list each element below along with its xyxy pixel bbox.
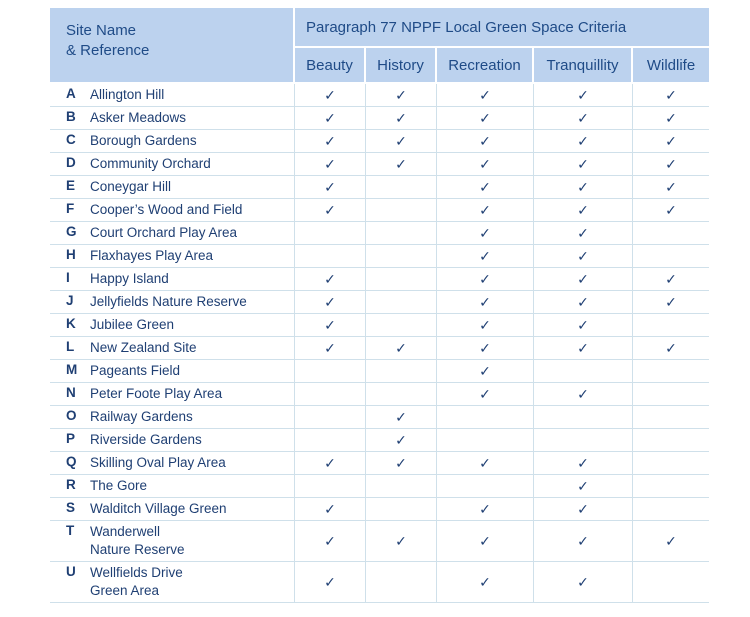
site-cell xyxy=(50,360,295,383)
site-reference-code: C xyxy=(66,132,76,147)
criteria-cell-history xyxy=(366,222,437,245)
table-row xyxy=(50,521,709,562)
criteria-cell-wildlife xyxy=(633,291,709,314)
checkmark-icon: ✓ xyxy=(665,155,677,172)
criteria-cell-beauty xyxy=(295,176,366,199)
criteria-cell-tranquillity xyxy=(534,291,633,314)
site-reference-code: B xyxy=(66,109,76,124)
criteria-cell-recreation xyxy=(437,562,534,603)
criteria-cell-tranquillity xyxy=(534,475,633,498)
table-row xyxy=(50,245,709,268)
site-column-header xyxy=(50,8,295,84)
table-row xyxy=(50,360,709,383)
criteria-cell-wildlife xyxy=(633,498,709,521)
site-reference-code: R xyxy=(66,477,76,492)
checkmark-icon: ✓ xyxy=(479,86,491,103)
checkmark-icon: ✓ xyxy=(577,385,589,402)
site-reference-code: U xyxy=(66,564,76,579)
site-cell xyxy=(50,222,295,245)
table-row xyxy=(50,429,709,452)
site-name: Jellyfields Nature Reserve xyxy=(90,294,247,309)
table-row xyxy=(50,130,709,153)
criteria-cell-wildlife xyxy=(633,475,709,498)
site-name: Cooper’s Wood and Field xyxy=(90,202,243,217)
checkmark-icon: ✓ xyxy=(324,500,336,517)
criteria-cell-history xyxy=(366,429,437,452)
criteria-cell-wildlife xyxy=(633,107,709,130)
criteria-cell-beauty xyxy=(295,360,366,383)
criteria-cell-recreation xyxy=(437,383,534,406)
site-name: Flaxhayes Play Area xyxy=(90,248,214,263)
site-name: New Zealand Site xyxy=(90,340,197,355)
criteria-cell-wildlife xyxy=(633,337,709,360)
criteria-cell-history xyxy=(366,406,437,429)
criteria-cell-beauty xyxy=(295,245,366,268)
site-reference-code: H xyxy=(66,247,76,262)
checkmark-icon: ✓ xyxy=(479,385,491,402)
site-reference-code: J xyxy=(66,293,74,308)
criteria-cell-history xyxy=(366,337,437,360)
checkmark-icon: ✓ xyxy=(479,132,491,149)
criteria-cell-recreation xyxy=(437,130,534,153)
site-name: Happy Island xyxy=(90,271,169,286)
site-cell xyxy=(50,337,295,360)
site-name-line: Green Area xyxy=(90,583,160,598)
criteria-cell-wildlife xyxy=(633,84,709,107)
criteria-cell-tranquillity xyxy=(534,199,633,222)
criteria-cell-wildlife xyxy=(633,176,709,199)
criteria-cell-tranquillity xyxy=(534,521,633,562)
table-row xyxy=(50,291,709,314)
checkmark-icon: ✓ xyxy=(395,431,407,448)
site-cell xyxy=(50,153,295,176)
criteria-cell-beauty xyxy=(295,199,366,222)
site-cell xyxy=(50,84,295,107)
criteria-cell-recreation xyxy=(437,107,534,130)
site-reference-code: F xyxy=(66,201,75,216)
criteria-cell-tranquillity xyxy=(534,268,633,291)
checkmark-icon: ✓ xyxy=(479,155,491,172)
checkmark-icon: ✓ xyxy=(324,454,336,471)
table-row xyxy=(50,153,709,176)
site-reference-code: E xyxy=(66,178,76,193)
site-reference-code: D xyxy=(66,155,76,170)
checkmark-icon: ✓ xyxy=(577,109,589,126)
checkmark-icon: ✓ xyxy=(665,293,677,310)
criteria-cell-history xyxy=(366,107,437,130)
criteria-cell-recreation xyxy=(437,360,534,383)
criteria-cell-history xyxy=(366,130,437,153)
criteria-cell-wildlife xyxy=(633,245,709,268)
site-reference-code: P xyxy=(66,431,76,446)
criteria-cell-wildlife xyxy=(633,222,709,245)
criteria-cell-tranquillity xyxy=(534,84,633,107)
site-cell xyxy=(50,245,295,268)
site-reference-code: K xyxy=(66,316,76,331)
criteria-cell-history xyxy=(366,452,437,475)
checkmark-icon: ✓ xyxy=(395,109,407,126)
site-reference-code: G xyxy=(66,224,77,239)
criteria-cell-wildlife xyxy=(633,562,709,603)
site-name: Court Orchard Play Area xyxy=(90,225,238,240)
criteria-cell-history xyxy=(366,383,437,406)
checkmark-icon: ✓ xyxy=(324,270,336,287)
criteria-cell-beauty xyxy=(295,337,366,360)
site-cell xyxy=(50,521,295,562)
checkmark-icon: ✓ xyxy=(577,201,589,218)
criteria-cell-tranquillity xyxy=(534,383,633,406)
criteria-cell-beauty xyxy=(295,406,366,429)
criteria-cell-recreation xyxy=(437,314,534,337)
checkmark-icon: ✓ xyxy=(665,86,677,103)
site-name: Railway Gardens xyxy=(90,409,193,424)
checkmark-icon: ✓ xyxy=(324,293,336,310)
checkmark-icon: ✓ xyxy=(324,109,336,126)
green-space-criteria-table xyxy=(50,8,709,603)
criteria-cell-history xyxy=(366,268,437,291)
criteria-cell-history xyxy=(366,360,437,383)
checkmark-icon: ✓ xyxy=(324,178,336,195)
criteria-cell-history xyxy=(366,176,437,199)
site-reference-code: I xyxy=(66,270,70,285)
checkmark-icon: ✓ xyxy=(665,201,677,218)
site-cell xyxy=(50,429,295,452)
criteria-cell-recreation xyxy=(437,268,534,291)
site-header-line1: Site Name xyxy=(66,22,137,39)
checkmark-icon: ✓ xyxy=(479,500,491,517)
criteria-cell-tranquillity xyxy=(534,562,633,603)
criteria-cell-beauty xyxy=(295,521,366,562)
table-row xyxy=(50,84,709,107)
criteria-cell-recreation xyxy=(437,245,534,268)
criteria-cell-beauty xyxy=(295,314,366,337)
criteria-cell-tranquillity xyxy=(534,245,633,268)
criteria-cell-tranquillity xyxy=(534,107,633,130)
checkmark-icon: ✓ xyxy=(324,132,336,149)
table-row xyxy=(50,383,709,406)
checkmark-icon: ✓ xyxy=(577,573,589,590)
site-reference-code: A xyxy=(66,86,76,101)
criteria-cell-recreation xyxy=(437,291,534,314)
table-row xyxy=(50,176,709,199)
table-body xyxy=(50,84,709,603)
checkmark-icon: ✓ xyxy=(479,573,491,590)
site-cell xyxy=(50,498,295,521)
criteria-cell-history xyxy=(366,475,437,498)
table-row xyxy=(50,498,709,521)
criteria-cell-recreation xyxy=(437,406,534,429)
criteria-cell-wildlife xyxy=(633,199,709,222)
site-cell xyxy=(50,475,295,498)
site-cell xyxy=(50,199,295,222)
criteria-cell-tranquillity xyxy=(534,360,633,383)
checkmark-icon: ✓ xyxy=(665,270,677,287)
checkmark-icon: ✓ xyxy=(479,247,491,264)
site-cell xyxy=(50,268,295,291)
site-name xyxy=(90,523,280,559)
criteria-cell-recreation xyxy=(437,199,534,222)
criteria-cell-wildlife xyxy=(633,406,709,429)
criteria-cell-beauty xyxy=(295,268,366,291)
site-name: Jubilee Green xyxy=(90,317,175,332)
checkmark-icon: ✓ xyxy=(577,247,589,264)
checkmark-icon: ✓ xyxy=(479,532,491,549)
criteria-cell-wildlife xyxy=(633,268,709,291)
criteria-cell-tranquillity xyxy=(534,314,633,337)
criteria-cell-tranquillity xyxy=(534,452,633,475)
site-header-line2: & Reference xyxy=(66,42,150,59)
criteria-cell-tranquillity xyxy=(534,498,633,521)
criteria-cell-history xyxy=(366,521,437,562)
criteria-cell-tranquillity xyxy=(534,337,633,360)
site-reference-code: Q xyxy=(66,454,77,469)
checkmark-icon: ✓ xyxy=(665,532,677,549)
site-reference-code: T xyxy=(66,523,75,538)
green-space-criteria-table-wrapper xyxy=(50,8,709,603)
checkmark-icon: ✓ xyxy=(577,270,589,287)
site-name: Pageants Field xyxy=(90,363,181,378)
criteria-cell-beauty xyxy=(295,475,366,498)
checkmark-icon: ✓ xyxy=(665,109,677,126)
site-cell xyxy=(50,452,295,475)
checkmark-icon: ✓ xyxy=(395,86,407,103)
checkmark-icon: ✓ xyxy=(479,316,491,333)
criteria-cell-wildlife xyxy=(633,360,709,383)
criteria-cell-beauty xyxy=(295,498,366,521)
checkmark-icon: ✓ xyxy=(577,532,589,549)
criteria-cell-wildlife xyxy=(633,521,709,562)
checkmark-icon: ✓ xyxy=(479,178,491,195)
criteria-cell-wildlife xyxy=(633,153,709,176)
site-cell xyxy=(50,406,295,429)
criteria-cell-wildlife xyxy=(633,314,709,337)
criteria-cell-history xyxy=(366,291,437,314)
criteria-cell-recreation xyxy=(437,222,534,245)
table-row xyxy=(50,337,709,360)
site-name-line: Wanderwell xyxy=(90,524,161,539)
checkmark-icon: ✓ xyxy=(479,362,491,379)
criteria-cell-history xyxy=(366,314,437,337)
criteria-cell-beauty xyxy=(295,383,366,406)
site-name: Borough Gardens xyxy=(90,133,197,148)
site-cell xyxy=(50,562,295,603)
checkmark-icon: ✓ xyxy=(665,339,677,356)
checkmark-icon: ✓ xyxy=(577,500,589,517)
checkmark-icon: ✓ xyxy=(324,86,336,103)
site-name: Riverside Gardens xyxy=(90,432,202,447)
criteria-header-wildlife: Wildlife xyxy=(633,48,709,84)
checkmark-icon: ✓ xyxy=(577,316,589,333)
site-cell xyxy=(50,130,295,153)
criteria-group-header: Paragraph 77 NPPF Local Green Space Criteria xyxy=(295,8,709,48)
criteria-cell-beauty xyxy=(295,562,366,603)
table-row xyxy=(50,562,709,603)
table-row xyxy=(50,268,709,291)
checkmark-icon: ✓ xyxy=(577,178,589,195)
checkmark-icon: ✓ xyxy=(577,477,589,494)
checkmark-icon: ✓ xyxy=(577,86,589,103)
criteria-header-tranquillity: Tranquillity xyxy=(534,48,633,84)
criteria-cell-history xyxy=(366,498,437,521)
checkmark-icon: ✓ xyxy=(324,339,336,356)
criteria-cell-tranquillity xyxy=(534,130,633,153)
site-name: Coneygar Hill xyxy=(90,179,172,194)
criteria-cell-beauty xyxy=(295,222,366,245)
table-row xyxy=(50,107,709,130)
criteria-cell-beauty xyxy=(295,130,366,153)
checkmark-icon: ✓ xyxy=(324,573,336,590)
checkmark-icon: ✓ xyxy=(395,339,407,356)
site-name-line: Nature Reserve xyxy=(90,542,185,557)
criteria-cell-tranquillity xyxy=(534,406,633,429)
criteria-cell-wildlife xyxy=(633,452,709,475)
checkmark-icon: ✓ xyxy=(665,178,677,195)
criteria-cell-recreation xyxy=(437,429,534,452)
table-row xyxy=(50,314,709,337)
table-header xyxy=(50,8,709,84)
checkmark-icon: ✓ xyxy=(479,224,491,241)
checkmark-icon: ✓ xyxy=(395,155,407,172)
checkmark-icon: ✓ xyxy=(479,109,491,126)
checkmark-icon: ✓ xyxy=(479,293,491,310)
criteria-header-history: History xyxy=(366,48,437,84)
checkmark-icon: ✓ xyxy=(577,454,589,471)
criteria-cell-recreation xyxy=(437,521,534,562)
checkmark-icon: ✓ xyxy=(665,132,677,149)
criteria-cell-recreation xyxy=(437,498,534,521)
checkmark-icon: ✓ xyxy=(577,224,589,241)
criteria-cell-tranquillity xyxy=(534,429,633,452)
site-reference-code: L xyxy=(66,339,75,354)
criteria-cell-recreation xyxy=(437,337,534,360)
checkmark-icon: ✓ xyxy=(577,155,589,172)
table-row xyxy=(50,406,709,429)
checkmark-icon: ✓ xyxy=(324,201,336,218)
criteria-cell-tranquillity xyxy=(534,222,633,245)
site-name: The Gore xyxy=(90,478,148,493)
site-cell xyxy=(50,107,295,130)
criteria-cell-beauty xyxy=(295,84,366,107)
criteria-cell-wildlife xyxy=(633,130,709,153)
checkmark-icon: ✓ xyxy=(324,316,336,333)
site-name: Community Orchard xyxy=(90,156,211,171)
checkmark-icon: ✓ xyxy=(395,408,407,425)
criteria-cell-beauty xyxy=(295,452,366,475)
checkmark-icon: ✓ xyxy=(324,532,336,549)
criteria-cell-beauty xyxy=(295,107,366,130)
checkmark-icon: ✓ xyxy=(577,339,589,356)
criteria-header-recreation: Recreation xyxy=(437,48,534,84)
table-row xyxy=(50,475,709,498)
criteria-cell-wildlife xyxy=(633,383,709,406)
site-name: Skilling Oval Play Area xyxy=(90,455,226,470)
criteria-cell-beauty xyxy=(295,153,366,176)
site-reference-code: M xyxy=(66,362,78,377)
criteria-cell-history xyxy=(366,84,437,107)
site-reference-code: N xyxy=(66,385,76,400)
site-name xyxy=(90,564,280,600)
criteria-cell-recreation xyxy=(437,452,534,475)
site-cell xyxy=(50,383,295,406)
site-reference-code: S xyxy=(66,500,76,515)
checkmark-icon: ✓ xyxy=(395,532,407,549)
site-name: Asker Meadows xyxy=(90,110,187,125)
checkmark-icon: ✓ xyxy=(479,201,491,218)
criteria-cell-history xyxy=(366,562,437,603)
criteria-cell-history xyxy=(366,153,437,176)
site-name: Peter Foote Play Area xyxy=(90,386,223,401)
criteria-cell-recreation xyxy=(437,153,534,176)
checkmark-icon: ✓ xyxy=(395,132,407,149)
checkmark-icon: ✓ xyxy=(395,454,407,471)
criteria-cell-tranquillity xyxy=(534,176,633,199)
criteria-cell-recreation xyxy=(437,475,534,498)
site-name-line: Wellfields Drive xyxy=(90,565,183,580)
site-cell xyxy=(50,176,295,199)
checkmark-icon: ✓ xyxy=(577,293,589,310)
criteria-cell-recreation xyxy=(437,84,534,107)
table-row xyxy=(50,452,709,475)
checkmark-icon: ✓ xyxy=(479,454,491,471)
criteria-cell-beauty xyxy=(295,291,366,314)
checkmark-icon: ✓ xyxy=(479,339,491,356)
site-name: Walditch Village Green xyxy=(90,501,227,516)
checkmark-icon: ✓ xyxy=(577,132,589,149)
criteria-cell-tranquillity xyxy=(534,153,633,176)
table-row xyxy=(50,199,709,222)
checkmark-icon: ✓ xyxy=(479,270,491,287)
criteria-cell-history xyxy=(366,199,437,222)
criteria-header-beauty: Beauty xyxy=(295,48,366,84)
site-cell xyxy=(50,314,295,337)
criteria-cell-beauty xyxy=(295,429,366,452)
criteria-cell-history xyxy=(366,245,437,268)
site-reference-code: O xyxy=(66,408,77,423)
site-name: Allington Hill xyxy=(90,87,165,102)
criteria-cell-recreation xyxy=(437,176,534,199)
criteria-cell-wildlife xyxy=(633,429,709,452)
checkmark-icon: ✓ xyxy=(324,155,336,172)
site-cell xyxy=(50,291,295,314)
table-row xyxy=(50,222,709,245)
